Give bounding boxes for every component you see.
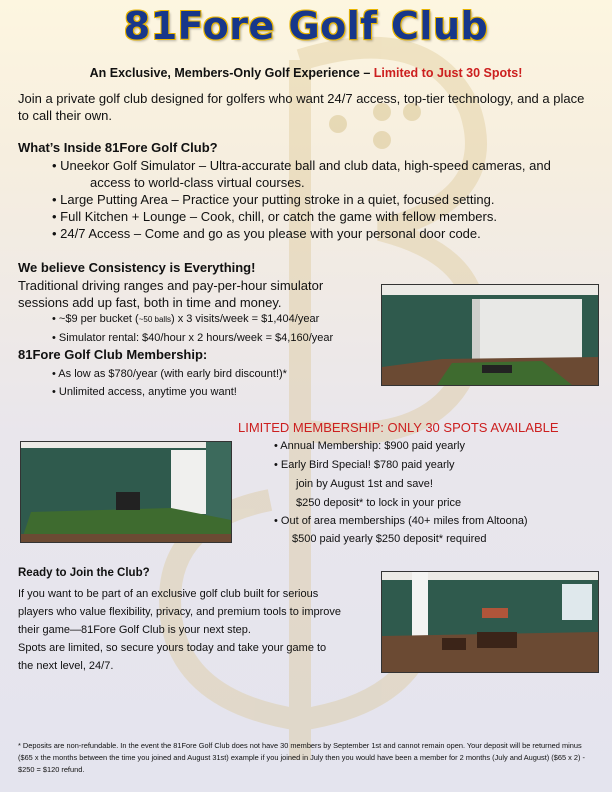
consistency-heading: We believe Consistency is Everything!	[18, 260, 256, 275]
consistency-bullet-simulator: • Simulator rental: $40/hour x 2 hours/week = $4,160/year	[52, 332, 334, 344]
ready-heading: Ready to Join the Club?	[18, 567, 150, 579]
inside-heading: What’s Inside 81Fore Golf Club?	[18, 140, 218, 155]
limited-annual: • Annual Membership: $900 paid yearly	[274, 440, 465, 452]
inside-item-kitchen: • Full Kitchen + Lounge – Cook, chill, or catch the game with fellow members.	[52, 209, 497, 224]
inside-item-simulator: • Uneekor Golf Simulator – Ultra-accurate ball and club data, high-speed cameras, and	[52, 158, 551, 173]
consistency-bullet-bucket: • ~$9 per bucket (~50 balls) x 3 visits/week = $1,404/year	[52, 313, 320, 325]
membership-item-price: • As low as $780/year (with early bird discount!)*	[52, 368, 287, 380]
ready-line-5: the next level, 24/7.	[18, 660, 114, 672]
footnote: * Deposits are non-refundable. In the event the 81Fore Golf Club does not have 30 members by September 1st and cannot remain open. Your deposit will be returned minus ($65 x the months between the time you joined and August 31st) example if you joined in July then you would have been a member for 2 months (July and August) ($65 x 2) - $250 = $120 refund.	[18, 741, 585, 774]
ready-line-2: players who value flexibility, privacy, and premium tools to improve	[18, 606, 342, 618]
consistency-line-2: sessions add up fast, both in time and money.	[18, 295, 282, 310]
inside-item-simulator-cont: access to world-class virtual courses.	[90, 175, 305, 190]
subtitle-highlight: Limited to Just 30 Spots!	[373, 66, 523, 80]
putting-area-photo	[20, 441, 232, 543]
membership-item-access: • Unlimited access, anytime you want!	[52, 386, 237, 398]
membership-heading: 81Fore Golf Club Membership:	[18, 347, 208, 362]
limited-early-bird-join: join by August 1st and save!	[296, 478, 433, 490]
lounge-photo	[381, 571, 599, 673]
subtitle	[0, 66, 612, 80]
page-title: 81Fore Golf Club	[123, 4, 489, 48]
limited-early-bird-deposit: $250 deposit* to lock in your price	[296, 497, 462, 509]
simulator-photo	[381, 284, 599, 386]
ready-line-3: their game—81Fore Golf Club is your next step.	[18, 624, 251, 636]
inside-item-access: • 24/7 Access – Come and go as you please with your personal door code.	[52, 226, 481, 241]
limited-heading: LIMITED MEMBERSHIP: ONLY 30 SPOTS AVAILABLE	[238, 420, 559, 435]
limited-out-of-area-price: $500 paid yearly $250 deposit* required	[292, 533, 487, 545]
subtitle-main: An Exclusive, Members-Only Golf Experience –	[89, 66, 374, 80]
intro-paragraph: Join a private golf club designed for golfers who want 24/7 access, top-tier technology, and a place to call their own.	[18, 91, 585, 123]
ready-line-4: Spots are limited, so secure yours today and take your game to	[18, 642, 327, 654]
ready-line-1: If you want to be part of an exclusive golf club built for serious	[18, 588, 319, 600]
consistency-line-1: Traditional driving ranges and pay-per-hour simulator	[18, 278, 324, 293]
inside-item-putting: • Large Putting Area – Practice your putting stroke in a quiet, focused setting.	[52, 192, 495, 207]
limited-out-of-area: • Out of area memberships (40+ miles from Altoona)	[274, 515, 528, 527]
limited-early-bird: • Early Bird Special! $780 paid yearly	[274, 459, 455, 471]
